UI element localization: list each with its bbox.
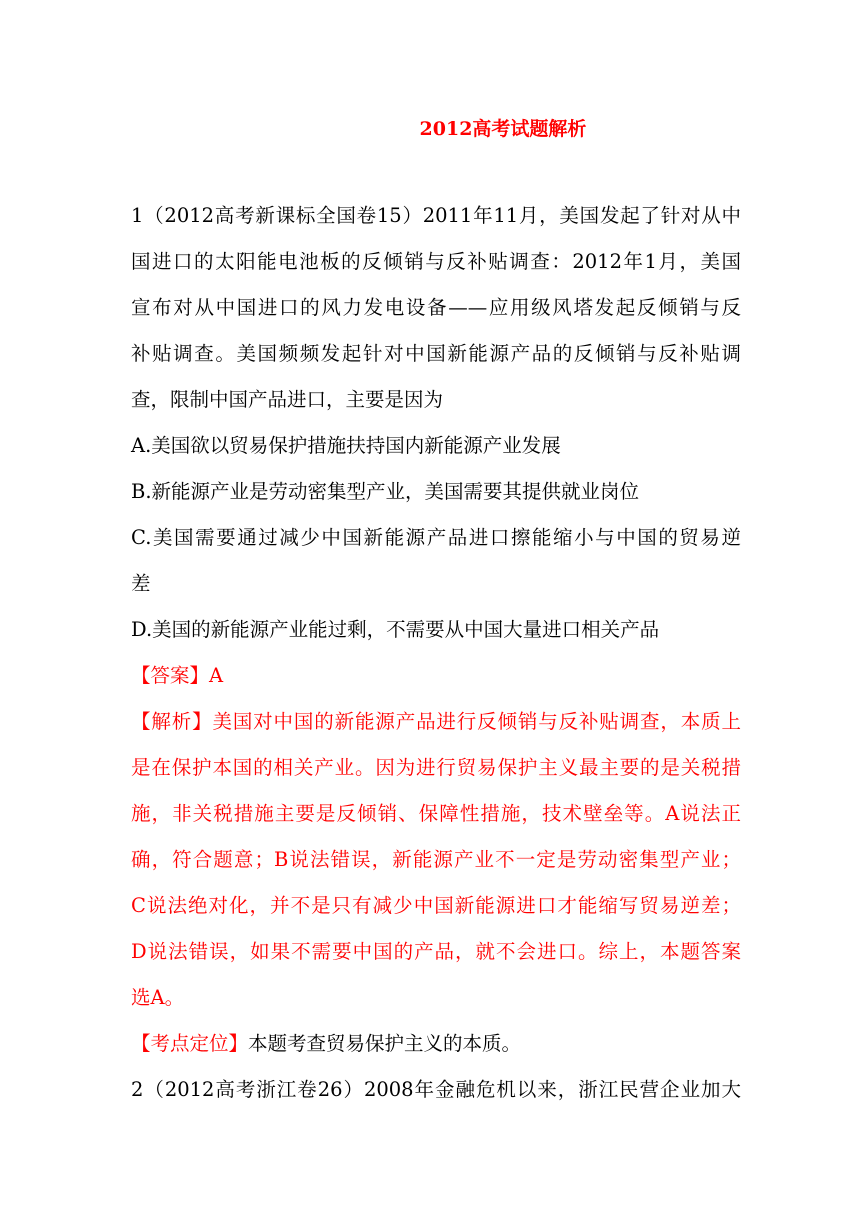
analysis-text-line-1: 美国对中国的新能源产品进行反倾销与反补贴调查，本质上	[212, 710, 741, 733]
question1-option-b: B.新能源产业是劳动密集型产业，美国需要其提供就业岗位	[131, 480, 640, 503]
question1-stem-line-5: 查，限制中国产品进口，主要是因为	[131, 388, 444, 411]
question1-analysis-line-7: 选A。	[131, 986, 185, 1009]
analysis-tag: 【解析】	[131, 710, 213, 733]
answer-value: A	[209, 664, 224, 687]
question1-stem-line-4: 补贴调查。美国频频发起针对中国新能源产品的反倾销与反补贴调	[131, 342, 741, 365]
document-title: 2012高考试题解析	[419, 118, 587, 140]
question1-option-c-line-1: C.美国需要通过减少中国新能源产品进口擦能缩小与中国的贸易逆	[131, 526, 741, 549]
question1-analysis-line-5: C说法绝对化，并不是只有减少中国新能源进口才能缩写贸易逆差；	[131, 894, 741, 917]
question1-answer	[131, 662, 741, 690]
question2-stem-line-1: 2（2012高考浙江卷26）2008年金融危机以来，浙江民营企业加大	[131, 1078, 741, 1101]
question1-analysis-line-2: 是在保护本国的相关产业。因为进行贸易保护主义最主要的是关税措	[131, 756, 741, 779]
question1-option-d: D.美国的新能源产业能过剩，不需要从中国大量进口相关产品	[131, 618, 660, 641]
question1-point	[131, 1030, 741, 1058]
question1-option-c-line-2: 差	[131, 572, 151, 595]
question1-analysis-line-1	[131, 708, 741, 736]
question1-stem-line-1: 1（2012高考新课标全国卷15）2011年11月，美国发起了针对从中	[131, 204, 741, 227]
question1-analysis-line-6: D说法错误，如果不需要中国的产品，就不会进口。综上，本题答案	[131, 940, 741, 963]
question1-stem-line-3: 宣布对从中国进口的风力发电设备——应用级风塔发起反倾销与反	[131, 296, 741, 319]
question1-option-a: A.美国欲以贸易保护措施扶持国内新能源产业发展	[131, 434, 561, 457]
point-text: 本题考查贸易保护主义的本质。	[248, 1032, 522, 1055]
question1-stem-line-2: 国进口的太阳能电池板的反倾销与反补贴调查：2012年1月，美国	[131, 250, 741, 273]
point-tag: 【考点定位】	[131, 1032, 249, 1055]
answer-tag: 【答案】	[131, 664, 210, 687]
question1-analysis-line-3: 施，非关税措施主要是反倾销、保障性措施，技术壁垒等。A说法正	[131, 802, 741, 825]
question1-analysis-line-4: 确，符合题意；B说法错误，新能源产业不一定是劳动密集型产业；	[131, 848, 741, 871]
